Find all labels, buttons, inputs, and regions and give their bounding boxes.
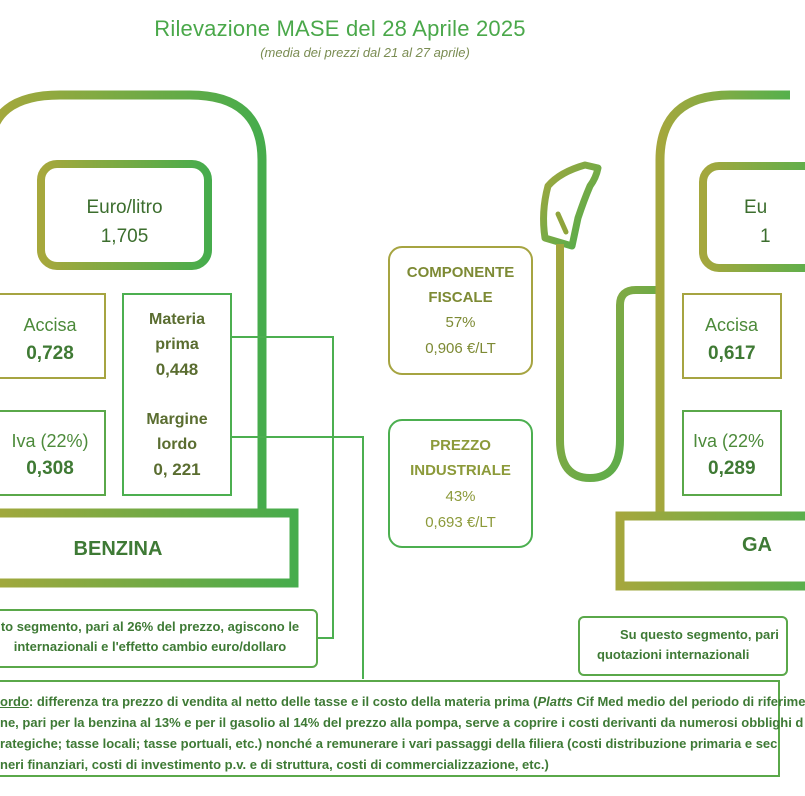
componente-fiscale-value: 0,906 €/LT: [425, 340, 496, 357]
benzina-materia-label-2: prima: [155, 336, 199, 353]
benzina-iva-label: Iva (22%): [11, 431, 89, 451]
page-subtitle: (media dei prezzi dal 21 al 27 aprile): [260, 45, 470, 60]
right-pump-base: [620, 516, 805, 586]
benzina-margine-value: 0, 221: [153, 460, 201, 479]
benzina-segment-note-2: internazionali e l'effetto cambio euro/dollaro: [13, 639, 287, 654]
prezzo-industriale-label-1: PREZZO: [430, 437, 491, 454]
benzina-iva-box: [0, 410, 106, 496]
gasolio-accisa-box: [682, 293, 782, 379]
componente-fiscale-percent: 57%: [445, 314, 476, 331]
benzina-name: BENZINA: [73, 538, 163, 560]
prezzo-industriale-label-2: INDUSTRIALE: [410, 462, 511, 479]
prezzo-industriale-value: 0,693 €/LT: [425, 514, 496, 531]
componente-fiscale-label-2: FISCALE: [428, 289, 493, 306]
footnote-line-2: ne, pari per la benzina al 13% e per il gasolio al 14% del prezzo alla pompa, serve a coprire i costi derivanti da numerosi obblighi d: [0, 715, 804, 730]
page-title: Rilevazione MASE del 28 Aprile 2025: [154, 16, 526, 41]
footnote-line-1-italic: Platts: [537, 694, 573, 709]
footnote-line-1: [0, 691, 805, 712]
connector-materia-prima: [232, 337, 333, 638]
gasolio-name: GA: [742, 534, 772, 556]
benzina-euro-litro-value: 1,705: [100, 226, 149, 247]
gasolio-segment-note-2: quotazioni internazionali: [597, 647, 750, 662]
benzina-margine-label-2: lordo: [157, 436, 197, 453]
hose: [560, 244, 660, 478]
gasolio-accisa-value: 0,617: [708, 343, 756, 364]
footnote-line-1-a: : differenza tra prezzo di vendita al netto delle tasse e il costo della materia prima (: [28, 694, 538, 709]
nozzle-tip: [558, 214, 566, 232]
benzina-accisa-label: Accisa: [23, 315, 77, 335]
componente-fiscale-label-1: COMPONENTE: [406, 264, 515, 281]
footnote-line-4: neri finanziari, costi di investimento p.v. e di struttura, costi di commercializzazione, etc.): [0, 757, 549, 772]
gasolio-euro-litro-value: 1: [760, 226, 771, 247]
benzina-accisa-box: [0, 293, 106, 379]
benzina-accisa-value: 0,728: [26, 343, 74, 364]
benzina-materia-value: 0,448: [155, 360, 199, 379]
benzina-margine-label-1: Margine: [146, 411, 208, 428]
benzina-materia-label-1: Materia: [148, 311, 206, 328]
gasolio-iva-box: [682, 410, 782, 496]
gasolio-accisa-label: Accisa: [705, 315, 759, 335]
benzina-segment-note-1: to segmento, pari al 26% del prezzo, agiscono le: [0, 619, 300, 634]
prezzo-industriale-percent: 43%: [445, 488, 476, 505]
gasolio-iva-value: 0,289: [708, 458, 756, 479]
nozzle-icon: [544, 165, 598, 246]
footnote-term: ordo: [0, 694, 29, 709]
gasolio-euro-litro-label: Eu: [744, 197, 768, 218]
footnote-line-1-b: Cif Med medio del periodo di riferime: [572, 694, 805, 709]
benzina-iva-value: 0,308: [26, 458, 74, 479]
gasolio-segment-note-1: Su questo segmento, pari: [620, 627, 779, 642]
benzina-euro-litro-label: Euro/litro: [86, 197, 163, 218]
footnote-line-3: rategiche; tasse locali; tasse portuali, etc.) nonché a remunerare i vari passaggi della filiera (costi distribuzione primaria e sec: [0, 736, 778, 751]
gasolio-iva-label: Iva (22%: [693, 431, 765, 451]
